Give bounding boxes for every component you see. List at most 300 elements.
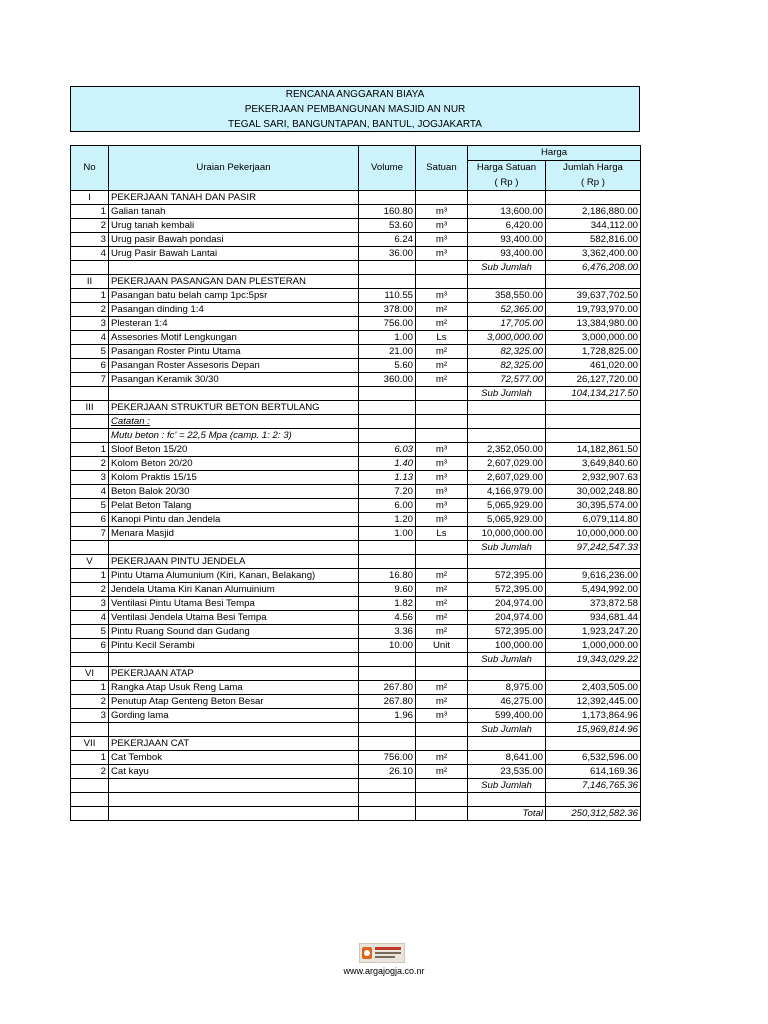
header-harga-satuan-unit: ( Rp )	[468, 176, 546, 191]
item-volume: 378.00	[359, 303, 416, 317]
header-harga-satuan: Harga Satuan	[468, 161, 546, 176]
table-row	[71, 359, 641, 373]
item-total: 5,494,992.00	[546, 583, 641, 597]
table-row	[71, 625, 641, 639]
item-total: 14,182,861.50	[546, 443, 641, 457]
table-row	[71, 583, 641, 597]
empty-cell	[71, 429, 109, 443]
subtotal-value: 15,969,814.96	[546, 723, 641, 737]
item-total: 614,169.36	[546, 765, 641, 779]
item-description: Beton Balok 20/30	[109, 485, 359, 499]
empty-cell	[71, 807, 109, 821]
footer-url: www.argajogja.co.nr	[343, 966, 425, 976]
section-title: PEKERJAAN CAT	[109, 737, 359, 751]
section-row	[71, 737, 641, 751]
item-description: Urug pasir Bawah pondasi	[109, 233, 359, 247]
table-row	[71, 597, 641, 611]
section-number: VI	[71, 667, 109, 681]
item-description: Pasangan dinding 1:4	[109, 303, 359, 317]
empty-cell	[416, 541, 468, 555]
item-unit: Ls	[416, 331, 468, 345]
blank-row	[71, 793, 641, 807]
item-volume: 267.80	[359, 695, 416, 709]
empty-cell	[416, 387, 468, 401]
item-description: Urug Pasir Bawah Lantai	[109, 247, 359, 261]
item-volume: 360.00	[359, 373, 416, 387]
empty-cell	[109, 807, 359, 821]
item-number: 7	[71, 527, 109, 541]
table-row	[71, 457, 641, 471]
item-volume: 9.60	[359, 583, 416, 597]
table-row	[71, 331, 641, 345]
subtotal-label: Sub Jumlah	[468, 779, 546, 793]
item-unit-price: 4,166,979.00	[468, 485, 546, 499]
empty-cell	[359, 387, 416, 401]
table-row	[71, 317, 641, 331]
empty-cell	[359, 261, 416, 275]
budget-table-body	[71, 191, 641, 821]
empty-cell	[71, 415, 109, 429]
item-number: 1	[71, 205, 109, 219]
item-unit: m³	[416, 513, 468, 527]
item-volume: 756.00	[359, 317, 416, 331]
item-unit-price: 17,705.00	[468, 317, 546, 331]
subtotal-label: Sub Jumlah	[468, 261, 546, 275]
section-title: PEKERJAAN STRUKTUR BETON BERTULANG	[109, 401, 359, 415]
empty-cell	[468, 667, 546, 681]
empty-cell	[416, 737, 468, 751]
section-row	[71, 401, 641, 415]
empty-cell	[416, 723, 468, 737]
item-description: Kolom Praktis 15/15	[109, 471, 359, 485]
table-row	[71, 373, 641, 387]
empty-cell	[359, 541, 416, 555]
empty-cell	[416, 415, 468, 429]
section-number: V	[71, 555, 109, 569]
table-row	[71, 499, 641, 513]
section-row	[71, 275, 641, 289]
item-description: Menara Masjid	[109, 527, 359, 541]
subtotal-row	[71, 541, 641, 555]
empty-cell	[359, 653, 416, 667]
item-unit: m³	[416, 471, 468, 485]
empty-cell	[416, 793, 468, 807]
item-unit-price: 599,400.00	[468, 709, 546, 723]
item-volume: 160.80	[359, 205, 416, 219]
item-number: 5	[71, 345, 109, 359]
title-line-1: RENCANA ANGGARAN BIAYA	[285, 89, 425, 100]
table-row	[71, 219, 641, 233]
item-unit: m²	[416, 373, 468, 387]
item-volume: 1.40	[359, 457, 416, 471]
section-row	[71, 191, 641, 205]
subtotal-label: Sub Jumlah	[468, 653, 546, 667]
item-number: 3	[71, 233, 109, 247]
item-number: 1	[71, 569, 109, 583]
table-row	[71, 303, 641, 317]
item-description: Sloof Beton 15/20	[109, 443, 359, 457]
item-unit: m³	[416, 709, 468, 723]
item-unit: m²	[416, 681, 468, 695]
empty-cell	[416, 275, 468, 289]
item-unit-price: 82,325.00	[468, 359, 546, 373]
subtotal-value: 97,242,547.33	[546, 541, 641, 555]
empty-cell	[359, 429, 416, 443]
empty-cell	[416, 261, 468, 275]
item-unit-price: 8,641.00	[468, 751, 546, 765]
item-total: 9,616,236.00	[546, 569, 641, 583]
item-description: Pasangan Roster Assesoris Depan	[109, 359, 359, 373]
empty-cell	[359, 779, 416, 793]
empty-cell	[468, 275, 546, 289]
header-satuan: Satuan	[416, 146, 468, 191]
item-number: 4	[71, 247, 109, 261]
empty-cell	[359, 667, 416, 681]
empty-cell	[416, 555, 468, 569]
item-total: 1,000,000.00	[546, 639, 641, 653]
item-description: Pintu Utama Alumunium (Kiri, Kanan, Belakang)	[109, 569, 359, 583]
item-unit: m²	[416, 345, 468, 359]
item-unit-price: 13,600.00	[468, 205, 546, 219]
item-total: 3,000,000.00	[546, 331, 641, 345]
grand-total-label: Total	[468, 807, 546, 821]
empty-cell	[71, 541, 109, 555]
item-number: 2	[71, 765, 109, 779]
item-volume: 3.36	[359, 625, 416, 639]
table-row	[71, 695, 641, 709]
item-unit-price: 3,000,000.00	[468, 331, 546, 345]
item-unit: m²	[416, 569, 468, 583]
table-row	[71, 443, 641, 457]
section-number: III	[71, 401, 109, 415]
item-number: 6	[71, 639, 109, 653]
table-row	[71, 471, 641, 485]
empty-cell	[416, 429, 468, 443]
item-total: 10,000,000.00	[546, 527, 641, 541]
item-number: 7	[71, 373, 109, 387]
empty-cell	[71, 793, 109, 807]
empty-cell	[416, 653, 468, 667]
header-volume: Volume	[359, 146, 416, 191]
empty-cell	[109, 723, 359, 737]
item-unit: m³	[416, 205, 468, 219]
section-row	[71, 555, 641, 569]
item-unit-price: 93,400.00	[468, 233, 546, 247]
table-row	[71, 289, 641, 303]
empty-cell	[546, 737, 641, 751]
subtotal-value: 19,343,029.22	[546, 653, 641, 667]
section-title: PEKERJAAN PINTU JENDELA	[109, 555, 359, 569]
item-total: 2,932,907.63	[546, 471, 641, 485]
item-number: 2	[71, 303, 109, 317]
item-total: 934,681.44	[546, 611, 641, 625]
item-unit: m³	[416, 499, 468, 513]
empty-cell	[71, 387, 109, 401]
empty-cell	[359, 401, 416, 415]
empty-cell	[359, 807, 416, 821]
empty-cell	[468, 555, 546, 569]
item-number: 6	[71, 359, 109, 373]
table-row	[71, 527, 641, 541]
item-total: 26,127,720.00	[546, 373, 641, 387]
subtotal-row	[71, 653, 641, 667]
item-description: Urug tanah kembali	[109, 219, 359, 233]
table-row	[71, 205, 641, 219]
item-volume: 1.96	[359, 709, 416, 723]
item-unit-price: 52,365.00	[468, 303, 546, 317]
item-unit-price: 5,065,929.00	[468, 499, 546, 513]
empty-cell	[109, 779, 359, 793]
item-unit: m²	[416, 765, 468, 779]
item-unit: m³	[416, 219, 468, 233]
item-total: 30,395,574.00	[546, 499, 641, 513]
item-description: Pelat Beton Talang	[109, 499, 359, 513]
empty-cell	[416, 667, 468, 681]
item-unit: m²	[416, 611, 468, 625]
item-unit: m²	[416, 303, 468, 317]
item-total: 12,392,445.00	[546, 695, 641, 709]
empty-cell	[359, 737, 416, 751]
note-text: Mutu beton : fc' = 22,5 Mpa (camp. 1: 2: 3)	[109, 429, 359, 443]
item-total: 1,173,864.96	[546, 709, 641, 723]
item-unit: m³	[416, 485, 468, 499]
item-volume: 16.80	[359, 569, 416, 583]
item-volume: 26.10	[359, 765, 416, 779]
header-no: No	[71, 146, 109, 191]
item-description: Gording lama	[109, 709, 359, 723]
item-total: 19,793,970.00	[546, 303, 641, 317]
empty-cell	[359, 555, 416, 569]
section-row	[71, 667, 641, 681]
subtotal-row	[71, 723, 641, 737]
grand-total-row	[71, 807, 641, 821]
item-description: Assesories Motif Lengkungan	[109, 331, 359, 345]
empty-cell	[546, 401, 641, 415]
note-text: Catatan :	[109, 415, 359, 429]
subtotal-label: Sub Jumlah	[468, 387, 546, 401]
subtotal-value: 6,476,208.00	[546, 261, 641, 275]
item-number: 4	[71, 485, 109, 499]
item-description: Pintu Ruang Sound dan Gudang	[109, 625, 359, 639]
item-unit: m²	[416, 751, 468, 765]
item-number: 2	[71, 219, 109, 233]
section-number: VII	[71, 737, 109, 751]
item-total: 2,186,880.00	[546, 205, 641, 219]
table-row	[71, 485, 641, 499]
table-row	[71, 611, 641, 625]
item-total: 1,923,247.20	[546, 625, 641, 639]
item-volume: 4.56	[359, 611, 416, 625]
empty-cell	[468, 401, 546, 415]
item-unit-price: 358,550.00	[468, 289, 546, 303]
empty-cell	[71, 723, 109, 737]
item-unit: m²	[416, 317, 468, 331]
item-unit-price: 100,000.00	[468, 639, 546, 653]
table-row	[71, 639, 641, 653]
item-unit: m²	[416, 625, 468, 639]
item-volume: 1.13	[359, 471, 416, 485]
item-volume: 10.00	[359, 639, 416, 653]
item-volume: 7.20	[359, 485, 416, 499]
table-row	[71, 709, 641, 723]
item-number: 1	[71, 289, 109, 303]
item-number: 2	[71, 695, 109, 709]
empty-cell	[359, 793, 416, 807]
header-jumlah-harga: Jumlah Harga	[546, 161, 641, 176]
title-line-3: TEGAL SARI, BANGUNTAPAN, BANTUL, JOGJAKARTA	[228, 119, 482, 130]
item-volume: 21.00	[359, 345, 416, 359]
item-description: Jendela Utama Kiri Kanan Alumuinium	[109, 583, 359, 597]
item-unit-price: 82,325.00	[468, 345, 546, 359]
empty-cell	[71, 779, 109, 793]
table-row	[71, 681, 641, 695]
item-number: 1	[71, 443, 109, 457]
table-row	[71, 751, 641, 765]
item-unit-price: 572,395.00	[468, 583, 546, 597]
empty-cell	[109, 387, 359, 401]
item-volume: 36.00	[359, 247, 416, 261]
item-unit: Ls	[416, 527, 468, 541]
empty-cell	[546, 555, 641, 569]
table-row	[71, 247, 641, 261]
item-total: 6,532,596.00	[546, 751, 641, 765]
item-unit-price: 2,607,029.00	[468, 457, 546, 471]
item-unit-price: 10,000,000.00	[468, 527, 546, 541]
title-line-2: PEKERJAAN PEMBANGUNAN MASJID AN NUR	[244, 104, 466, 115]
empty-cell	[468, 737, 546, 751]
item-number: 4	[71, 331, 109, 345]
empty-cell	[546, 191, 641, 205]
item-description: Pasangan batu belah camp 1pc:5psr	[109, 289, 359, 303]
header-harga: Harga	[468, 146, 641, 161]
item-unit-price: 204,974.00	[468, 611, 546, 625]
empty-cell	[359, 191, 416, 205]
subtotal-value: 7,146,765.36	[546, 779, 641, 793]
item-total: 39,637,702.50	[546, 289, 641, 303]
item-description: Kolom Beton 20/20	[109, 457, 359, 471]
item-number: 3	[71, 709, 109, 723]
item-number: 2	[71, 583, 109, 597]
item-number: 1	[71, 681, 109, 695]
subtotal-row	[71, 779, 641, 793]
item-unit: m³	[416, 443, 468, 457]
empty-cell	[416, 191, 468, 205]
item-volume: 6.03	[359, 443, 416, 457]
item-unit: m²	[416, 583, 468, 597]
item-total: 6,079,114.80	[546, 513, 641, 527]
empty-cell	[71, 261, 109, 275]
item-unit-price: 204,974.00	[468, 597, 546, 611]
item-total: 30,002,248.80	[546, 485, 641, 499]
section-number: II	[71, 275, 109, 289]
item-unit-price: 93,400.00	[468, 247, 546, 261]
empty-cell	[546, 667, 641, 681]
item-description: Kanopi Pintu dan Jendela	[109, 513, 359, 527]
item-unit: m³	[416, 233, 468, 247]
empty-cell	[546, 429, 641, 443]
subtotal-label: Sub Jumlah	[468, 723, 546, 737]
item-unit-price: 572,395.00	[468, 625, 546, 639]
item-total: 344,112.00	[546, 219, 641, 233]
item-description: Ventilasi Pintu Utama Besi Tempa	[109, 597, 359, 611]
empty-cell	[71, 653, 109, 667]
empty-cell	[359, 275, 416, 289]
table-row	[71, 233, 641, 247]
item-description: Penutup Atap Genteng Beton Besar	[109, 695, 359, 709]
item-total: 3,362,400.00	[546, 247, 641, 261]
empty-cell	[416, 779, 468, 793]
item-total: 582,816.00	[546, 233, 641, 247]
item-description: Pasangan Roster Pintu Utama	[109, 345, 359, 359]
table-row	[71, 513, 641, 527]
item-volume: 267.80	[359, 681, 416, 695]
item-volume: 6.00	[359, 499, 416, 513]
empty-cell	[109, 653, 359, 667]
item-number: 6	[71, 513, 109, 527]
document-title-box	[70, 86, 640, 132]
item-unit: m³	[416, 289, 468, 303]
item-description: Plesteran 1:4	[109, 317, 359, 331]
item-volume: 5.60	[359, 359, 416, 373]
table-row	[71, 765, 641, 779]
item-unit-price: 2,607,029.00	[468, 471, 546, 485]
empty-cell	[416, 807, 468, 821]
item-unit-price: 46,275.00	[468, 695, 546, 709]
empty-cell	[109, 541, 359, 555]
item-unit: Unit	[416, 639, 468, 653]
item-unit: m²	[416, 359, 468, 373]
item-volume: 110.55	[359, 289, 416, 303]
empty-cell	[468, 191, 546, 205]
empty-cell	[546, 793, 641, 807]
item-number: 3	[71, 317, 109, 331]
section-title: PEKERJAAN PASANGAN DAN PLESTERAN	[109, 275, 359, 289]
budget-table	[70, 145, 641, 821]
subtotal-row	[71, 261, 641, 275]
item-volume: 1.00	[359, 331, 416, 345]
item-unit-price: 6,420.00	[468, 219, 546, 233]
empty-cell	[359, 415, 416, 429]
table-row	[71, 345, 641, 359]
item-unit: m³	[416, 457, 468, 471]
item-description: Pasangan Keramik 30/30	[109, 373, 359, 387]
item-total: 3,649,840.60	[546, 457, 641, 471]
empty-cell	[468, 793, 546, 807]
item-description: Cat kayu	[109, 765, 359, 779]
empty-cell	[109, 261, 359, 275]
section-title: PEKERJAAN ATAP	[109, 667, 359, 681]
empty-cell	[468, 429, 546, 443]
empty-cell	[416, 401, 468, 415]
section-number: I	[71, 191, 109, 205]
section-title: PEKERJAAN TANAH DAN PASIR	[109, 191, 359, 205]
item-total: 13,384,980.00	[546, 317, 641, 331]
item-description: Rangka Atap Usuk Reng Lama	[109, 681, 359, 695]
item-total: 1,728,825.00	[546, 345, 641, 359]
item-unit-price: 5,065,929.00	[468, 513, 546, 527]
item-description: Ventilasi Jendela Utama Besi Tempa	[109, 611, 359, 625]
item-number: 3	[71, 597, 109, 611]
item-unit-price: 23,535.00	[468, 765, 546, 779]
empty-cell	[546, 275, 641, 289]
item-number: 2	[71, 457, 109, 471]
empty-cell	[109, 793, 359, 807]
item-number: 1	[71, 751, 109, 765]
item-unit-price: 2,352,050.00	[468, 443, 546, 457]
item-description: Galian tanah	[109, 205, 359, 219]
item-volume: 1.82	[359, 597, 416, 611]
item-number: 3	[71, 471, 109, 485]
